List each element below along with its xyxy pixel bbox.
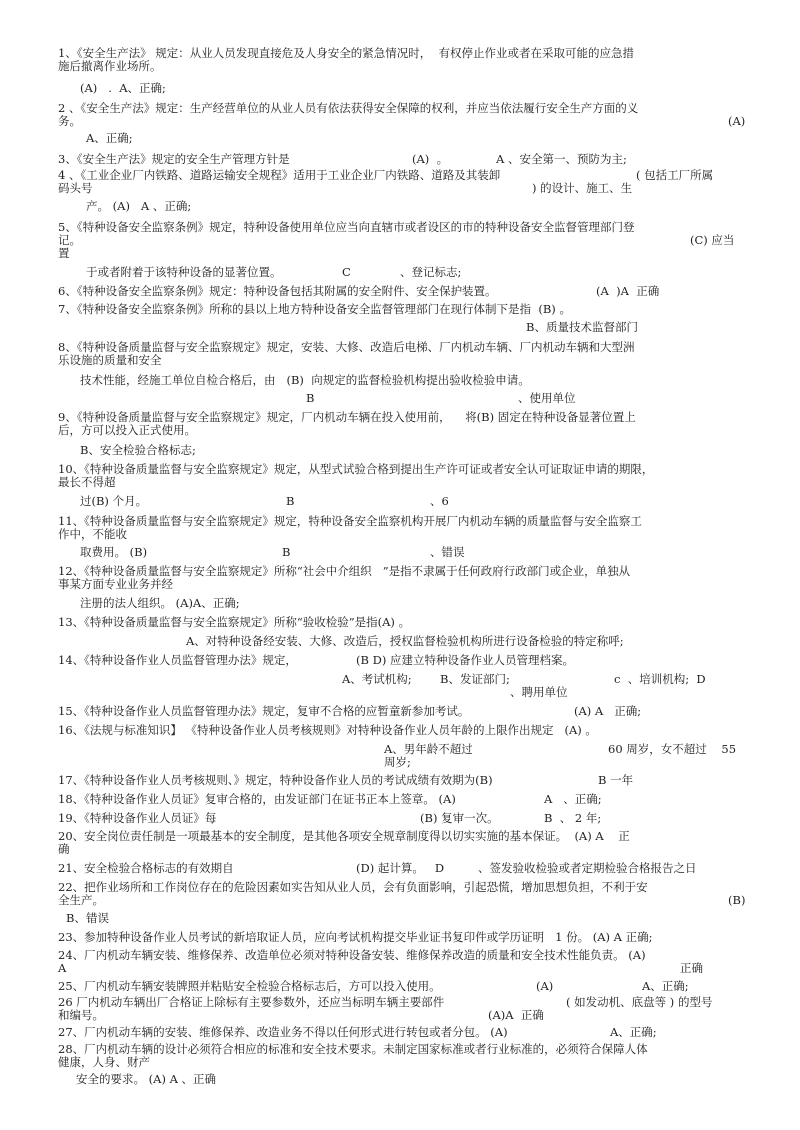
text-line: 周岁; [384, 755, 411, 769]
text-line: A 、安全第一、预防为主; [496, 152, 627, 166]
text-line: ( 如发动机、底盘等 ) 的型号 [566, 995, 713, 1009]
text-line: 确 [58, 842, 70, 856]
text-line: 20、安全岗位责任制是一项最基本的安全制度，是其他各项安全规章制度得以切实实施的基本保证。 (A) A 正 [58, 829, 630, 843]
text-line: 6、《特种设备安全监察条例》规定：特种设备包括其附属的安全附件、安全保护装置。 [58, 284, 497, 298]
text-line: (A) 。 [412, 152, 449, 166]
text-line: B、安全检验合格标志; [80, 443, 196, 457]
text-line: 技术性能，经施工单位自检合格后，由 (B) 向规定的监督检验机构提出验收检验申请。 [80, 373, 530, 387]
text-line: 18、《特种设备作业人员证》复审合格的，由发证部门在证书正本上签章。 (A) [58, 792, 456, 806]
text-line: 、6 [430, 494, 449, 508]
text-line: 、错误 [430, 545, 465, 559]
text-line: 后，方可以投入正式使用。 [58, 423, 196, 437]
text-line: A、正确; [86, 131, 133, 145]
text-line: 23、参加特种设备作业人员考试的新培取证人员，应向考试机构提交毕业证书复印件或学历证明 1 份。 (A) A 正确; [58, 930, 653, 944]
text-line: c 、培训机构; D [614, 672, 706, 686]
text-line: (A) A 正确; [574, 704, 642, 718]
text-line: 置 [58, 246, 70, 260]
text-line: (A)A 正确 [488, 1008, 544, 1022]
text-line: (A) . A、正确; [80, 81, 166, 95]
text-line: 28、厂内机动车辆的设计必须符合相应的标准和安全技术要求。未制定国家标准或者行业标准的，必须符合保障人体 [58, 1042, 648, 1056]
text-line: 60 周岁，女不超过 55 [608, 742, 737, 756]
text-line: 乐设施的质量和安全 [58, 353, 162, 367]
text-line: 健康，人身、财产 [58, 1055, 150, 1069]
text-line: 产。 (A) A 、正确; [86, 199, 192, 213]
text-line: 11、《特种设备质量监督与安全监察规定》规定，特种设备安全监察机构开展厂内机动车辆的质量监督与安全监察工 [58, 514, 642, 528]
text-line: A、正确; [642, 979, 689, 993]
text-line: 、使用单位 [518, 391, 576, 405]
text-line: A、正确; [610, 1025, 657, 1039]
text-line: 正确 [680, 961, 703, 975]
text-line: B、错误 [66, 911, 109, 925]
text-line: (A )A 正确 [596, 284, 660, 298]
text-line: (C) 应当 [690, 233, 735, 247]
text-line: (B D) 应建立特种设备作业人员管理档案。 [356, 653, 574, 667]
text-line: 12、《特种设备质量监督与安全监察规定》所称“社会中介组织 ”是指不隶属于任何政府行政部门或企业，单独从 [58, 564, 631, 578]
text-line: 8、《特种设备质量监督与安全监察规定》规定，安装、大修、改造后电梯、厂内机动车辆、厂内机动车辆和大型洲 [58, 340, 635, 354]
text-line: 27、厂内机动车辆的安装、维修保养、改造业务不得以任何形式进行转包或者分包。 (A) [58, 1025, 508, 1039]
text-line: 、聘用单位 [510, 685, 568, 699]
text-line: 25、厂内机动车辆安装牌照并粘贴安全检验合格标志后，方可以投入使用。 [58, 979, 441, 993]
text-line: 最长不得超 [58, 475, 116, 489]
text-line: C [342, 265, 351, 279]
text-line: 17、《特种设备作业人员考核规则、》规定，特种设备作业人员的考试成绩有效期为(B) [58, 773, 493, 787]
text-line: 记。 [58, 233, 81, 247]
text-line: 9、《特种设备质量监督与安全监察规定》规定，厂内机动车辆在投入使用前， 将(B) 固定在特种设备显著位置上 [58, 410, 636, 424]
text-line: A 、正确; [544, 792, 602, 806]
text-line: 事某方面专业业务并经 [58, 577, 173, 591]
text-line: 和编号。 [58, 1008, 104, 1022]
text-line: A、考试机构; [342, 672, 412, 686]
text-line: B 、 2 年; [544, 811, 602, 825]
text-line: 14、《特种设备作业人员监督管理办法》规定， [58, 653, 297, 667]
text-line: 全生产。 [58, 893, 104, 907]
text-line: 16、《法规与标准知识】 《特种设备作业人员考核规则》对特种设备作业人员年龄的上限作出规定 (A) 。 [58, 723, 597, 737]
text-line: 作中，不能收 [58, 527, 127, 541]
text-line: 1、《安全生产法》 规定：从业人员发现直接危及人身安全的紧急情况时， 有权停止作业或者在采取可能的应急措 [58, 46, 635, 60]
text-line: ) 的设计、施工、生 [532, 181, 633, 195]
text-line: 取费用。 (B) [80, 545, 148, 559]
text-line: (A) [728, 114, 746, 128]
text-line: 7、《特种设备安全监察条例》所称的县以上地方特种设备安全监督管理部门在现行体制下是指 (B) 。 [58, 302, 571, 316]
text-line: B [282, 545, 291, 559]
text-line: 3、《安全生产法》规定的安全生产管理方针是 [58, 152, 290, 166]
text-line: 13、《特种设备质量监督与安全监察规定》所称“验收检验”是指(A) 。 [58, 615, 411, 629]
text-line: (B) [728, 893, 746, 907]
text-line: B [286, 494, 295, 508]
text-line: 5、《特种设备安全监察条例》规定，特种设备使用单位应当向直辖市或者设区的市的特种设备安全监督管理部门登 [58, 220, 635, 234]
text-line: 务。 [58, 114, 81, 128]
text-line: (B) 复审一次。 [420, 811, 499, 825]
text-line: B、质量技术监督部门 [526, 320, 638, 334]
text-line: B、发证部门; [440, 672, 510, 686]
text-line: 22、把作业场所和工作岗位存在的危险因素如实告知从业人员，会有负面影响，引起恐慌，增加思想负担，不利于安 [58, 880, 648, 894]
text-line: A [58, 961, 67, 975]
text-line: B 一年 [598, 773, 634, 787]
text-line: B [306, 391, 315, 405]
text-line: 安全的要求。 (A) A 、正确 [76, 1072, 217, 1086]
text-line: 过(B) 个月。 [80, 494, 148, 508]
text-line: 码头号 [58, 181, 93, 195]
text-line: 21、安全检验合格标志的有效期自 [58, 861, 234, 875]
text-line: 24、厂内机动车辆安装、维修保养、改造单位必须对特种设备安装、维修保养改造的质量和安全技术性能负责。 (A) [58, 948, 646, 962]
text-line: 19、《特种设备作业人员证》每 [58, 811, 217, 825]
text-line: (A) [536, 979, 554, 993]
text-line: 、签发验收检验或者定期检验合格报告之日 [478, 861, 697, 875]
text-line: 注册的法人组织。 (A)A、正确; [80, 596, 240, 610]
text-line: ( 包括工厂所属 [636, 168, 714, 182]
text-line: 4 、《工业企业厂内铁路、道路运输安全规程》适用于工业企业厂内铁路、道路及其装卸 [58, 168, 501, 182]
text-line: 2 、《安全生产法》规定：生产经营单位的从业人员有依法获得安全保障的权利，并应当依法履行安全生产方面的义 [58, 101, 639, 115]
text-line: A、对特种设备经安装、大修、改造后，授权监督检验机构所进行设备检验的特定称呼; [186, 634, 624, 648]
text-line: 10、《特种设备质量监督与安全监察规定》规定，从型式试验合格到提出生产许可证或者安全认可证取证申请的期限， [58, 462, 654, 476]
text-line: 15、《特种设备作业人员监督管理办法》规定，复审不合格的应暂童新参加考试。 [58, 704, 470, 718]
text-line: (D) 起计算。 D [356, 861, 445, 875]
text-line: 于或者附着于该特种设备的显著位置。 [86, 265, 282, 279]
text-line: 、登记标志; [400, 265, 462, 279]
text-line: 26 厂内机动车辆出厂合格证上除标有主要参数外，还应当标明车辆主要部件 [58, 995, 445, 1009]
text-line: A、男年龄不超过 [384, 742, 473, 756]
text-line: 施后撤离作业场所。 [58, 59, 162, 73]
